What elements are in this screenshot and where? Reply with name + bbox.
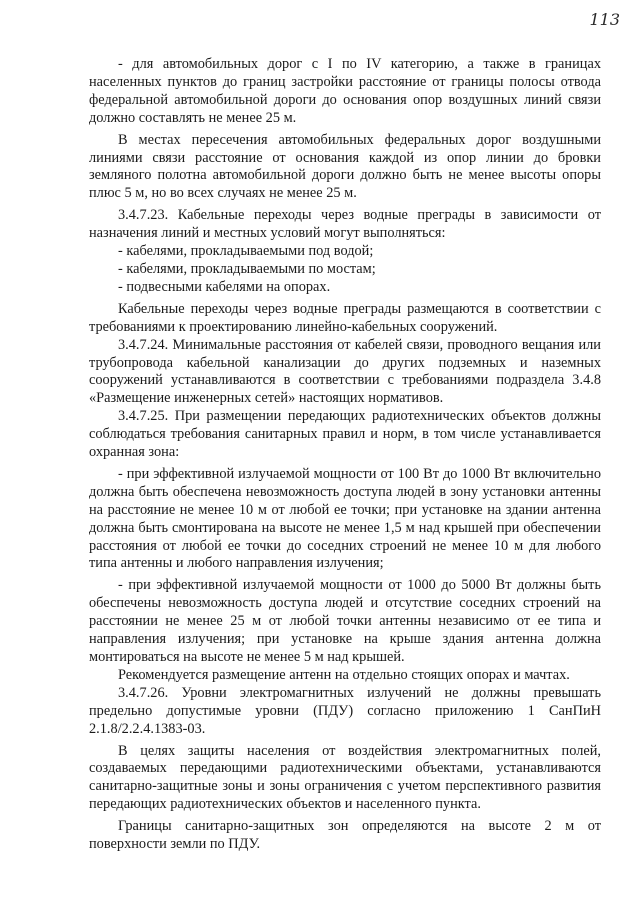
document-body [89,56,601,854]
list-item-underwater: - кабелями, прокладываемыми под водой; [118,243,374,260]
paragraph-protection-zones: В целях защиты населения от воздействия электромагнитных полей, создаваемых передающими радиотехническими объектами, устанавливаются санитарно-защитные зоны и зоны ограничения с учетом перспективного развития передающих радиотехнических объектов и населенного пункта. [89,742,601,813]
list-item-suspended: - подвесными кабелями на опорах. [118,278,331,295]
paragraph-crossing-distance: В местах пересечения автомобильных федеральных дорог воздушными линиями связи расстояние от основания каждой из опор линии до бровки земляного полотна автомобильной дороги должно быть не менее высоты опоры плюс 5 м, но во всех случаях не менее 25 м. [89,131,601,202]
list-item-bridges: - кабелями, прокладываемыми по мостам; [118,260,376,277]
page-number: 113 [589,10,620,29]
paragraph-roads-category: - для автомобильных дорог с I по IV категорию, а также в границах населенных пунктов до границ застройки расстояние от границы полосы отвода федеральной автомобильной дороги до основания опор воздушных линий связи должно составлять не менее 25 м. [89,56,601,126]
paragraph-3-4-7-25: 3.4.7.25. При размещении передающих радиотехнических объектов должны соблюдаться требования санитарных правил и норм, в том числе устанавливается охранная зона: [89,408,601,461]
paragraph-zone-boundaries: Границы санитарно-защитных зон определяются на высоте 2 м от поверхности земли по ПДУ. [89,818,601,853]
paragraph-3-4-7-24: 3.4.7.24. Минимальные расстояния от кабелей связи, проводного вещания или трубопровода кабельной канализации до других подземных и наземных сооружений устанавливаются в соответствии с требованиями подраздела 3.4.8 «Размещение инженерных сетей» настоящих нормативов. [89,336,601,407]
list-item-1000-5000w: - при эффективной излучаемой мощности от 1000 до 5000 Вт должны быть обеспечены невозможность доступа людей и отсутствие соседних строений на расстоянии не менее 25 м от любой точки антенны независимо от ее типа и направления излучения; при установке на крыше здания антенна должна монтироваться на высоте не менее 5 м над крышей. [89,577,601,665]
paragraph-antenna-recommendation: Рекомендуется размещение антенн на отдельно стоящих опорах и мачтах. [118,666,570,683]
paragraph-crossings-placement: Кабельные переходы через водные преграды размещаются в соответствии с требованиями к проектированию линейно-кабельных сооружений. [89,300,601,335]
paragraph-3-4-7-26: 3.4.7.26. Уровни электромагнитных излучений не должны превышать предельно допустимые уровни (ПДУ) согласно приложению 1 СанПиН 2.1.8/2.2.4.1383-03. [89,684,601,737]
list-item-100-1000w: - при эффективной излучаемой мощности от 100 Вт до 1000 Вт включительно должна быть обеспечена невозможность доступа людей в зону установки антенны на расстояние не менее 10 м от любой ее точки; при установке на здании антенна должна быть смонтирована на высоте не менее 1,5 м над крышей при обеспечении расстояния от любой ее точки до соседних строений не менее 10 м для любого типа антенны и любого направления излучения; [89,465,601,572]
paragraph-3-4-7-23: 3.4.7.23. Кабельные переходы через водные преграды в зависимости от назначения линий и местных условий могут выполняться: [89,207,601,242]
